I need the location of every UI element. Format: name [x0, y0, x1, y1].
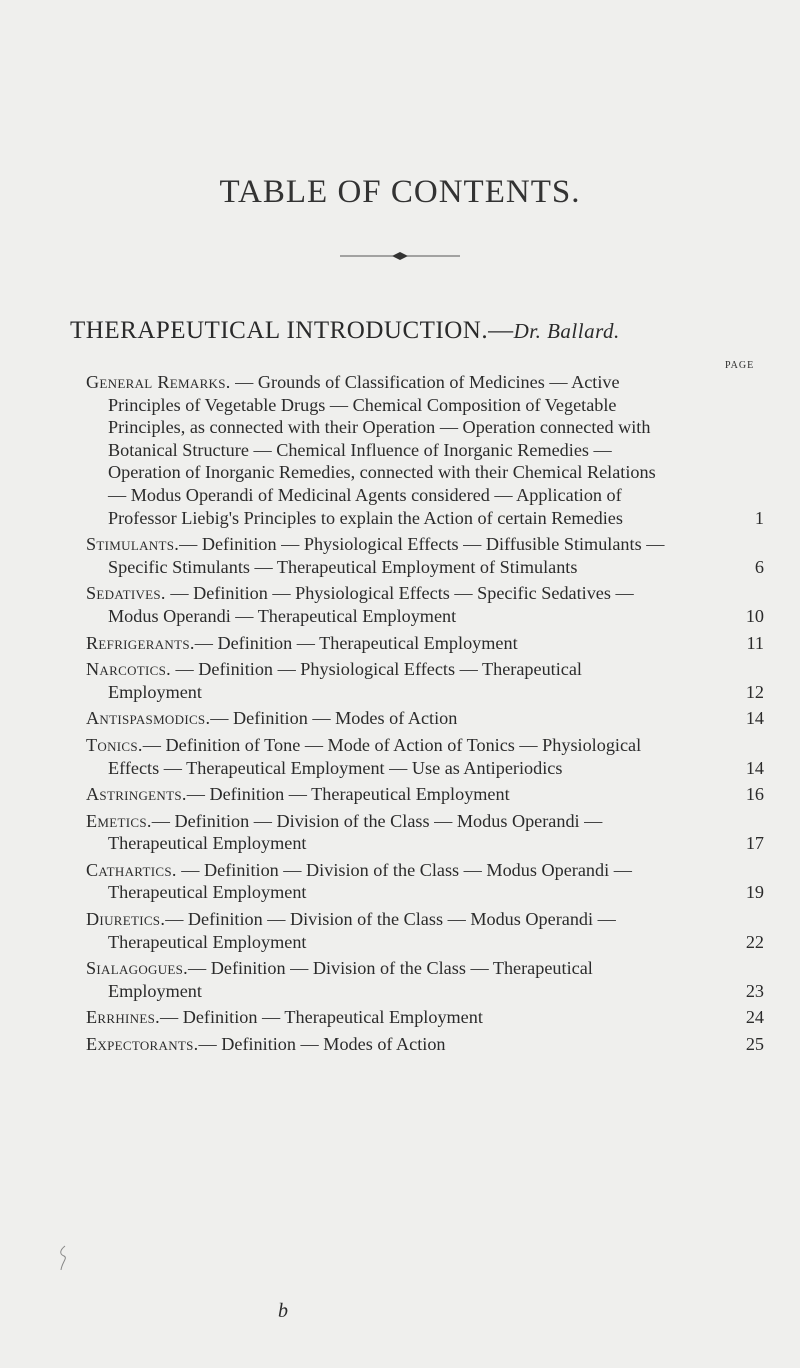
page-title: TABLE OF CONTENTS. — [219, 174, 581, 210]
toc-entry-page: 24 — [745, 1007, 764, 1028]
toc-entry — [86, 658, 780, 703]
toc-entry-text: — Definition — Physiological Effects — Diffusible Stimulants — Specific Stimulants — Therapeutical Employment of Stimulants — [108, 534, 665, 577]
toc-entry-text: — Definition — Therapeutical Employment — [186, 784, 510, 805]
toc-entry-text: — Grounds of Classification of Medicines — Active Principles of Vegetable Drugs — Chemical Composition of Vegetable Principles, as connected with their Operation — Operation connected with Botanical Structure — Chemical Influence of Inorganic Remedies — Operation of Inorganic Remedies, connected with their Chemical Relations — Modus Operandi of Medicinal Agents considered — Application of Professor Liebig's Principles to explain the Action of certain Remedies — [108, 372, 656, 528]
toc-entry-heading: Tonics. — [86, 734, 143, 755]
toc-entry-page: 22 — [745, 931, 764, 952]
toc-entry-page: 19 — [745, 882, 764, 903]
toc-entry — [86, 582, 780, 627]
toc-entry-heading: Refrigerants. — [86, 632, 195, 653]
toc-entry-text: — Definition — Therapeutical Employment — [194, 632, 518, 653]
toc-entry-heading: Cathartics. — [86, 859, 177, 880]
toc-entry-text: — Definition — Physiological Effects — Specific Sedatives — Modus Operandi — Therapeutical Employment — [108, 583, 634, 626]
toc-entry-page: 17 — [745, 833, 764, 854]
toc-entry-page: 25 — [745, 1034, 764, 1055]
toc-entry-heading: Errhines. — [86, 1007, 160, 1028]
toc-entry-text: — Definition — Therapeutical Employment — [159, 1007, 483, 1028]
toc-entry-text: — Definition — Division of the Class — Therapeutical Employment — [108, 958, 593, 1001]
toc-entry-page: 10 — [745, 605, 764, 626]
toc-entry-heading: Stimulants. — [86, 534, 180, 555]
signature-mark: b — [278, 1300, 288, 1322]
toc-entry — [86, 371, 780, 529]
toc-entry — [86, 707, 780, 730]
toc-entry-page: 6 — [754, 556, 764, 577]
toc-entry-text: — Definition — Division of the Class — Modus Operandi — Therapeutical Employment — [108, 810, 603, 854]
toc-entry-text: — Definition — Division of the Class — Modus Operandi — Therapeutical Employment — [108, 859, 632, 903]
toc-entry-heading: Emetics. — [86, 810, 152, 831]
toc-entry — [86, 783, 780, 806]
section-title-text: THERAPEUTICAL INTRODUCTION.— — [70, 317, 514, 344]
toc-entry-text: — Definition — Division of the Class — Modus Operandi — Therapeutical Employment — [108, 909, 616, 952]
toc-entry-heading: Narcotics. — [86, 659, 171, 680]
toc-entry — [86, 632, 780, 655]
toc-entry — [86, 533, 780, 578]
toc-entry-page: 1 — [754, 507, 764, 528]
toc-entry-heading: General Remarks. — [86, 372, 231, 392]
toc-entry — [86, 1033, 780, 1056]
toc-entry-heading: Diuretics. — [86, 909, 166, 930]
toc-entry-page: 23 — [745, 980, 764, 1001]
toc-entry — [86, 859, 780, 904]
margin-pencil-mark — [56, 1244, 70, 1272]
toc-entry-heading: Sialagogues. — [86, 958, 189, 979]
toc-entry-text: — Definition — Physiological Effects — Therapeutical Employment — [108, 659, 582, 702]
section-title — [70, 317, 770, 345]
toc-entry-page: 14 — [745, 757, 764, 778]
toc-entry-heading: Astringents. — [86, 784, 187, 805]
ornament-divider — [340, 250, 460, 262]
section-author: Dr. Ballard. — [513, 319, 620, 343]
toc-entry — [86, 734, 780, 779]
toc-entry-page: 12 — [745, 681, 764, 702]
toc-entry — [86, 810, 780, 855]
toc-entry-page: 16 — [745, 784, 764, 805]
toc-entry-text: — Definition — Modes of Action — [198, 1034, 446, 1055]
toc-entry-heading: Expectorants. — [86, 1034, 199, 1055]
toc-entry-page: 14 — [745, 708, 764, 729]
toc-entry-heading: Antispasmodics. — [86, 708, 211, 729]
toc-entry-page: 11 — [746, 632, 764, 653]
toc-entry — [86, 957, 780, 1002]
toc-entry-text: — Definition of Tone — Mode of Action of Tonics — Physiological Effects — Therapeutical Employment — Use as Antiperiodics — [108, 734, 642, 778]
toc-entry-text: — Definition — Modes of Action — [210, 708, 458, 729]
toc-entry — [86, 1006, 780, 1029]
toc-list — [86, 371, 780, 1060]
toc-entry — [86, 908, 780, 953]
toc-entry-heading: Sedatives. — [86, 583, 166, 604]
page-column-label: PAGE — [725, 360, 755, 371]
